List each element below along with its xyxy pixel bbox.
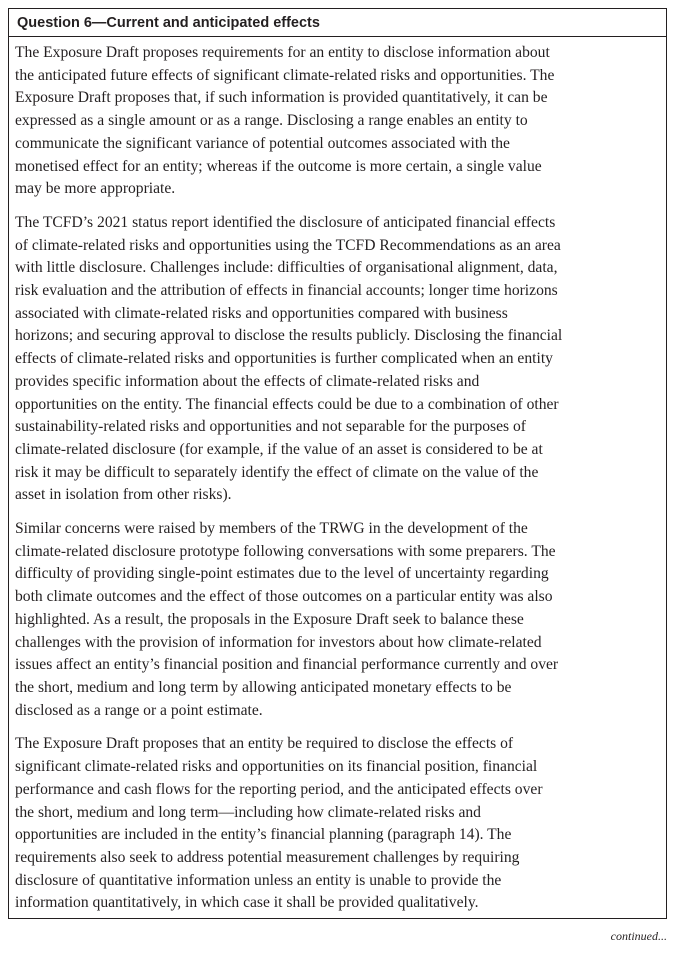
text-line: Exposure Draft proposes that, if such information is provided quantitatively, it can be bbox=[15, 89, 548, 107]
text-line: performance and cash flows for the reporting period, and the anticipated effects over bbox=[15, 780, 543, 798]
question-body bbox=[9, 37, 666, 915]
text-line: climate-related disclosure (for example, if the value of an asset is considered to be at bbox=[15, 440, 543, 458]
text-line: The Exposure Draft proposes requirements for an entity to disclose information about bbox=[15, 44, 550, 61]
text-line: expressed as a single amount or as a range. Disclosing a range enables an entity to bbox=[15, 112, 528, 130]
paragraph-1 bbox=[15, 42, 660, 201]
text-line: may be more appropriate. bbox=[15, 180, 176, 198]
text-line: requirements also seek to address potential measurement challenges by requiring bbox=[15, 848, 520, 866]
text-line: issues affect an entity’s financial position and financial performance currently and over bbox=[15, 656, 559, 674]
text-line: risk it may be difficult to separately identify the effect of climate on the value of the bbox=[15, 463, 539, 481]
text-line: The Exposure Draft proposes that an entity be required to disclose the effects of bbox=[15, 735, 514, 753]
text-line: challenges with the provision of information for investors about how climate-related bbox=[15, 633, 542, 651]
text-line: the short, medium and long term—including how climate-related risks and bbox=[15, 803, 481, 821]
text-line: climate-related disclosure prototype following conversations with some preparers. The bbox=[15, 542, 556, 560]
text-line: the anticipated future effects of significant climate-related risks and opportunities. The bbox=[15, 66, 555, 84]
question-box bbox=[8, 8, 667, 919]
text-line: horizons; and securing approval to disclose the results publicly. Disclosing the financial bbox=[15, 327, 563, 345]
text-line: The TCFD’s 2021 status report identified the disclosure of anticipated financial effects bbox=[15, 213, 556, 231]
text-line: highlighted. As a result, the proposals in the Exposure Draft seek to balance these bbox=[15, 610, 524, 628]
text-line: Similar concerns were raised by members of the TRWG in the development of the bbox=[15, 520, 528, 538]
question-title: Question 6—Current and anticipated effects bbox=[17, 15, 320, 31]
paragraph-3 bbox=[15, 518, 660, 722]
paragraph-4 bbox=[15, 733, 660, 915]
continued-note: continued... bbox=[610, 929, 667, 943]
text-line: both climate outcomes and the effect of those outcomes on a particular entity was also bbox=[15, 588, 553, 606]
question-header bbox=[9, 9, 666, 37]
text-line: effects of climate-related risks and opportunities is further complicated when an entity bbox=[15, 350, 553, 368]
text-line: communicate the significant variance of potential outcomes associated with the bbox=[15, 134, 510, 152]
text-line: disclosed as a range or a point estimate. bbox=[15, 701, 263, 719]
text-line: disclosure of quantitative information unless an entity is unable to provide the bbox=[15, 871, 502, 889]
text-line: provides specific information about the effects of climate-related risks and bbox=[15, 372, 480, 390]
text-line: significant climate-related risks and opportunities on its financial position, financial bbox=[15, 758, 538, 776]
text-line: asset in isolation from other risks). bbox=[15, 486, 232, 504]
text-line: risk evaluation and the attribution of effects in financial accounts; longer time horizons bbox=[15, 282, 558, 300]
text-line: opportunities are included in the entity’s financial planning (paragraph 14). The bbox=[15, 826, 512, 844]
text-line: with little disclosure. Challenges include: difficulties of organisational alignment, data, bbox=[15, 259, 558, 277]
text-line: information quantitatively, in which case it shall be provided qualitatively. bbox=[15, 894, 479, 912]
text-line: of climate-related risks and opportunities using the TCFD Recommendations as an area bbox=[15, 236, 561, 254]
paragraph-2 bbox=[15, 212, 660, 507]
text-line: monetised effect for an entity; whereas if the outcome is more certain, a single value bbox=[15, 157, 542, 175]
text-line: sustainability-related risks and opportunities and not separable for the purposes of bbox=[15, 418, 526, 436]
text-line: difficulty of providing single-point estimates due to the level of uncertainty regarding bbox=[15, 565, 549, 583]
text-line: the short, medium and long term by allowing anticipated monetary effects to be bbox=[15, 678, 512, 696]
text-line: opportunities on the entity. The financial effects could be due to a combination of other bbox=[15, 395, 559, 413]
text-line: associated with climate-related risks and opportunities compared with business bbox=[15, 304, 508, 322]
